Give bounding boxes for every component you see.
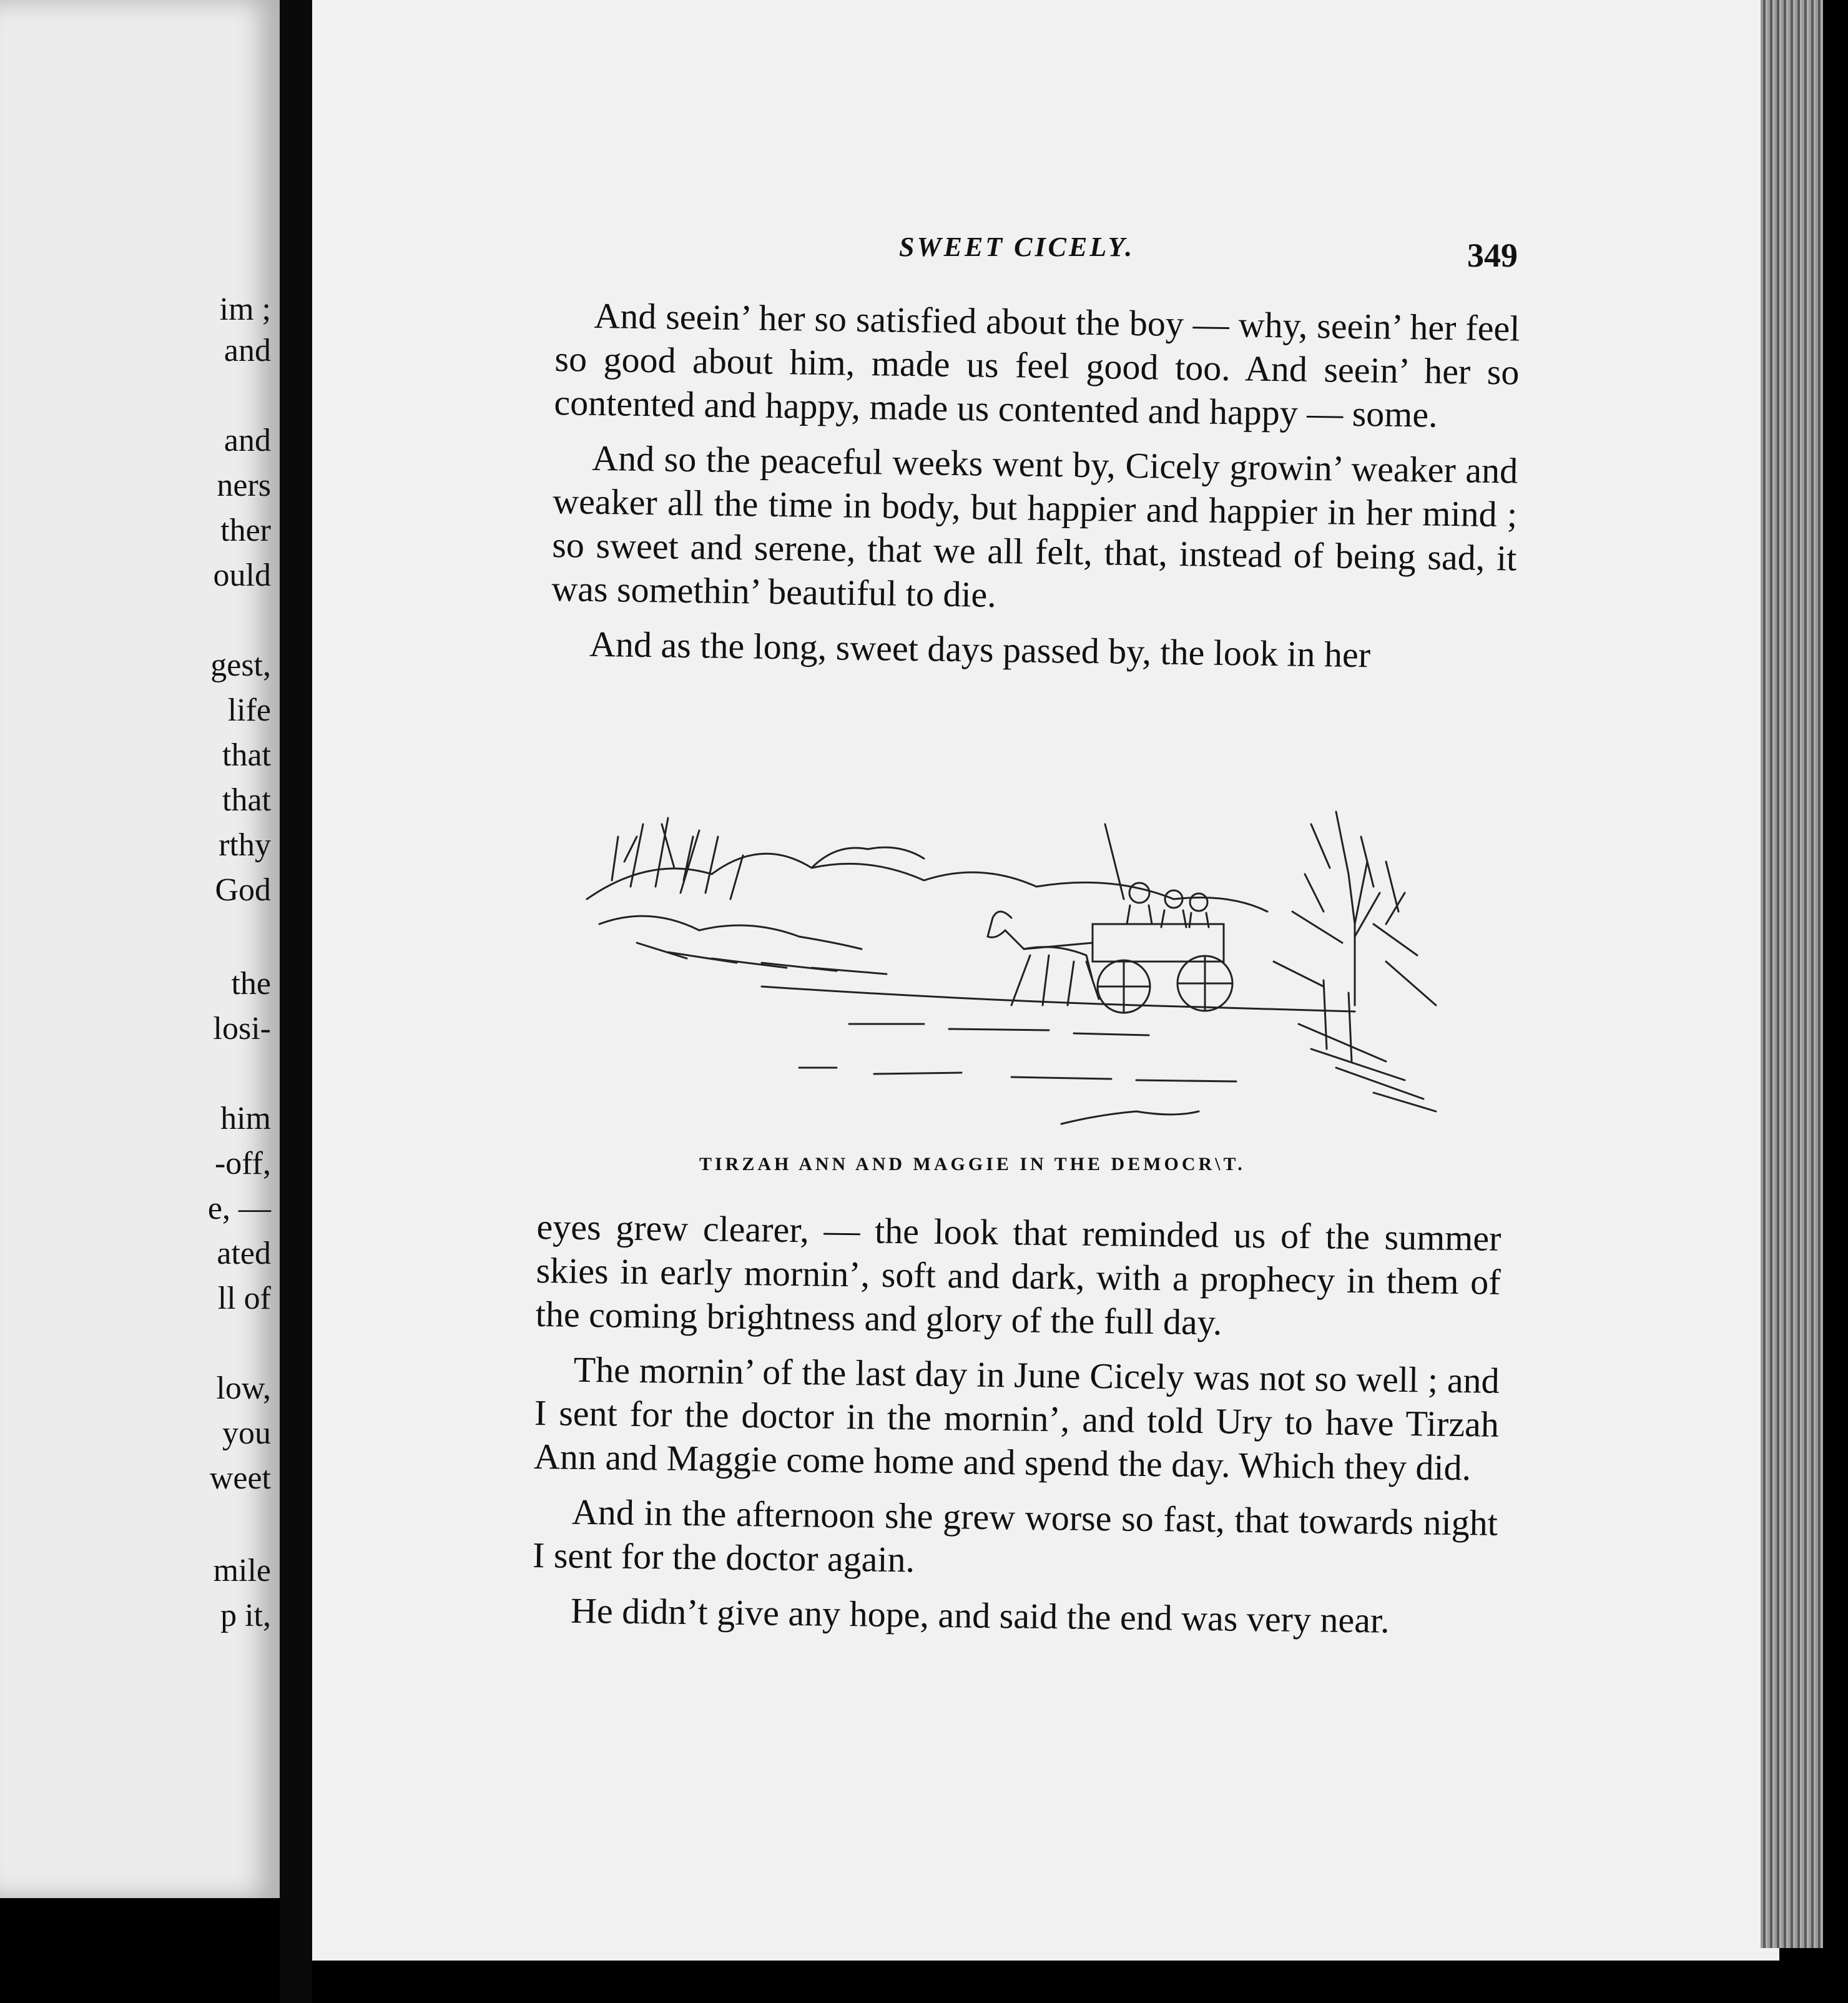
left-text-fragment: losi-: [213, 1011, 271, 1046]
left-text-fragment: ther: [220, 513, 271, 548]
left-text-fragment: p it,: [220, 1598, 271, 1633]
left-text-fragment: rthy: [219, 827, 271, 863]
scan-border: [1823, 0, 1848, 2003]
horse: [988, 912, 1099, 1005]
left-text-fragment: him: [220, 1101, 271, 1136]
paragraph: The mornin’ of the last day in June Cicely was not so well ; and I sent for the doctor in the mornin’, and told Ury to have Tirzah Ann and Maggie come home and spend the day. Which they did.: [533, 1349, 1500, 1489]
body-text-top: [550, 293, 1520, 691]
wagon-engraving: [574, 799, 1486, 1149]
left-text-fragment: e, —: [207, 1191, 271, 1226]
left-text-fragment: weet: [209, 1460, 271, 1496]
left-text-fragment: and: [224, 423, 271, 458]
right-tree-trunk: [1349, 862, 1380, 1005]
paragraph: eyes grew clearer, — the look that reminded us of the summer skies in early mornin’, soft and dark, with a prophecy in them of the coming brightness and glory of the full day.: [535, 1206, 1501, 1343]
road-lines: [799, 1024, 1236, 1081]
road-bottom: [1061, 1111, 1199, 1124]
left-text-fragment: ated: [217, 1236, 271, 1271]
page-edges: [1761, 0, 1823, 1948]
body-text-bottom: [531, 1205, 1501, 1655]
left-text-fragment: im ;: [219, 292, 271, 327]
left-text-fragment: you: [222, 1415, 271, 1451]
left-text-fragment: ners: [217, 468, 271, 503]
left-text-fragment: ould: [213, 558, 271, 593]
wagon-illustration: [574, 799, 1486, 1149]
illustration-caption: TIRZAH ANN AND MAGGIE IN THE DEMOCR\T.: [699, 1154, 1246, 1174]
left-facing-page: [0, 0, 280, 1898]
paragraph: He didn’t give any hope, and said the end was very near.: [570, 1590, 1390, 1641]
driver-body: [1127, 905, 1152, 924]
left-text-fragment: that: [222, 737, 271, 773]
page-number: 349: [1467, 237, 1518, 274]
left-text-fragment: ll of: [217, 1281, 271, 1316]
passenger-head-2: [1190, 893, 1207, 911]
left-text-fragment: -off,: [214, 1146, 271, 1181]
book-gutter: [280, 0, 312, 2003]
left-bank: [637, 943, 887, 974]
left-text-fragment: and: [224, 333, 271, 368]
fence-post: [1324, 980, 1352, 1061]
left-text-fragment: low,: [216, 1371, 271, 1406]
running-head: SWEET CICELY.: [899, 232, 1135, 262]
left-text-fragment: that: [222, 782, 271, 818]
left-text-fragment: the: [231, 966, 271, 1002]
paragraph: And seein’ her so satisfied about the boy — why, seein’ her feel so good about him, made us feel good too. And seein’ her so contented and happy, made us contented and happy — some.: [554, 295, 1520, 435]
passenger-body-2: [1189, 913, 1209, 927]
paragraph: And so the peaceful weeks went by, Cicely growin’ weaker and weaker all the time in body, but happier and happier in her mind ; so sweet and serene, that we all felt, that, instead of being sad, it was somethin’ beautiful to die.: [551, 437, 1518, 615]
right-bank: [1299, 1024, 1436, 1111]
paragraph: And in the afternoon she grew worse so fast, that towards night I sent for the doctor again.: [532, 1491, 1498, 1580]
left-bushes: [612, 818, 743, 899]
road-edge: [762, 987, 1355, 1011]
left-text-fragment: mile: [213, 1553, 271, 1588]
driver-whip: [1105, 824, 1124, 899]
left-text-fragment: God: [215, 872, 271, 908]
paragraph: And as the long, sweet days passed by, the look in her: [589, 623, 1371, 676]
left-text-fragment: life: [227, 692, 271, 728]
left-text-fragment: gest,: [210, 647, 271, 683]
driver-head: [1129, 883, 1149, 903]
